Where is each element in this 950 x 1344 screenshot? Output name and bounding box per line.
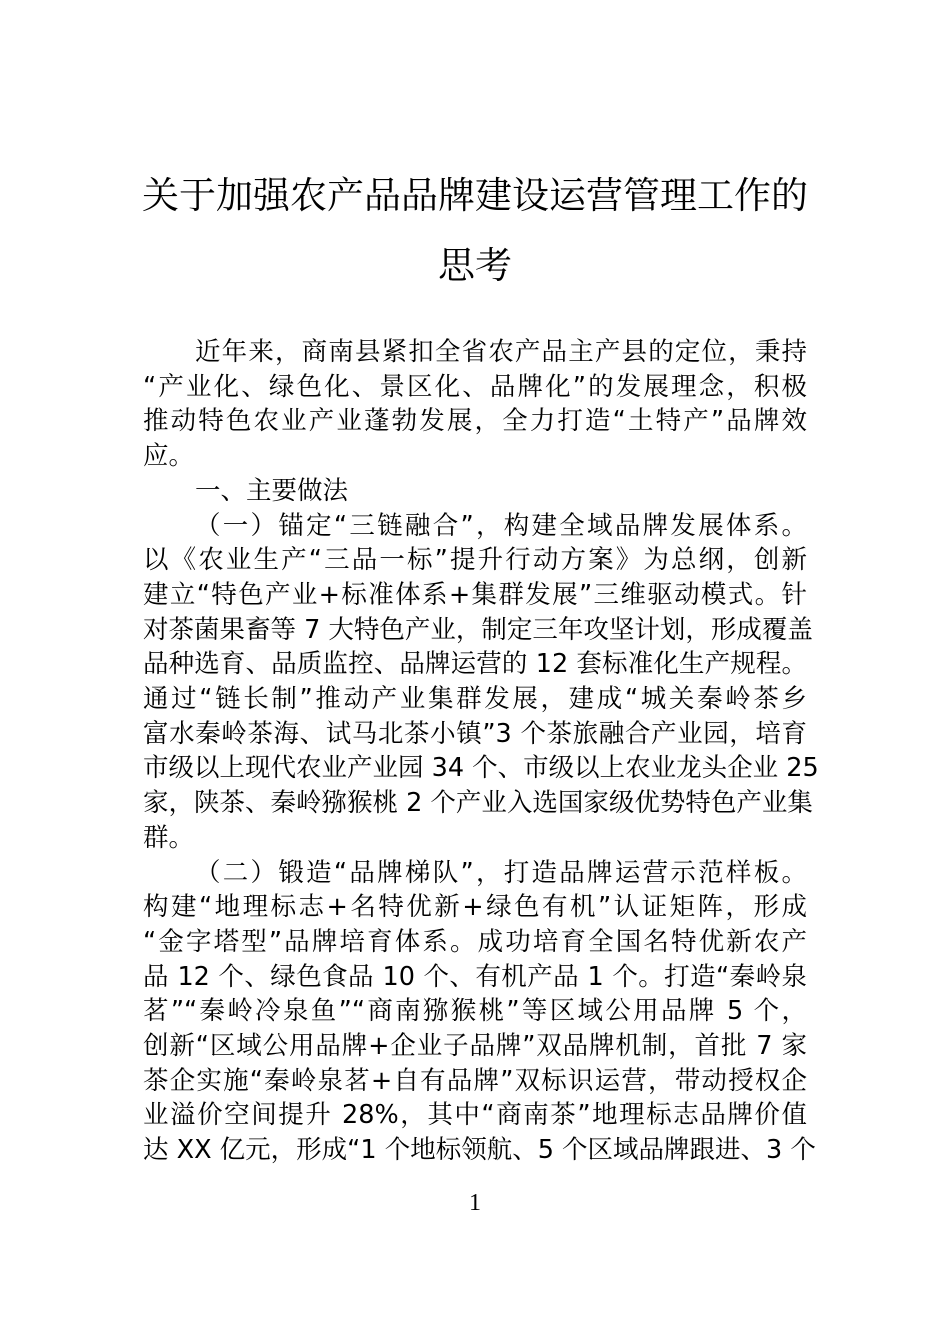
paragraph-line: 达 XX 亿元，形成“1 个地标领航、5 个区域品牌跟进、3 个: [143, 1135, 816, 1166]
paragraph-line: （一）锚定“三链融合”，构建全域品牌发展体系。: [195, 510, 807, 541]
paragraph-line: “产业化、绿色化、景区化、品牌化”的发展理念，积极: [143, 371, 807, 402]
paragraph-line: 市级以上现代农业产业园 34 个、市级以上农业龙头企业 25: [143, 753, 819, 784]
paragraph-line: 家，陕茶、秦岭猕猴桃 2 个产业入选国家级优势特色产业集: [143, 788, 813, 819]
paragraph-line: 推动特色农业产业蓬勃发展，全力打造“土特产”品牌效: [143, 406, 807, 437]
paragraph-line: 创新“区域公用品牌+企业子品牌”双品牌机制，首批 7 家: [143, 1031, 807, 1061]
paragraph-line: 茶企实施“秦岭泉茗+自有品牌”双标识运营，带动授权企: [143, 1065, 807, 1096]
paragraph-line: （二）锻造“品牌梯队”，打造品牌运营示范样板。: [195, 857, 807, 888]
document-title-line-1: 关于加强农产品品牌建设运营管理工作的: [142, 174, 808, 217]
paragraph-line: 通过“链长制”推动产业集群发展，建成“城关秦岭茶乡: [143, 684, 807, 714]
paragraph-line: 构建“地理标志+名特优新+绿色有机”认证矩阵，形成: [143, 892, 807, 923]
paragraph-line: 群。: [143, 822, 195, 853]
paragraph-line: “金字塔型”品牌培育体系。成功培育全国名特优新农产: [143, 926, 807, 957]
paragraph-line: 富水秦岭茶海、试马北茶小镇”3 个茶旅融合产业园，培育: [143, 718, 807, 749]
paragraph-line: 近年来，商南县紧扣全省农产品主产县的定位，秉持: [195, 337, 807, 367]
paragraph-line: 品 12 个、绿色食品 10 个、有机产品 1 个。打造“秦岭泉: [143, 961, 807, 992]
paragraph-line: 业溢价空间提升 28%，其中“商南茶”地理标志品牌价值: [143, 1100, 807, 1131]
paragraph-line: 一、主要做法: [195, 475, 349, 506]
paragraph-line: 品种选育、品质监控、品牌运营的 12 套标准化生产规程。: [143, 649, 807, 680]
document-title-line-2: 思考: [438, 244, 512, 287]
paragraph-line: 以《农业生产“三品一标”提升行动方案》为总纲，创新: [143, 545, 807, 576]
paragraph-line: 建立“特色产业+标准体系+集群发展”三维驱动模式。针: [143, 579, 807, 610]
paragraph-line: 应。: [143, 441, 195, 472]
paragraph-line: 对茶菌果畜等 7 大特色产业，制定三年攻坚计划，形成覆盖: [143, 614, 813, 645]
paragraph-line: 茗”“秦岭冷泉鱼”“商南猕猴桃”等区域公用品牌 5 个，: [143, 996, 807, 1027]
page-number: 1: [469, 1190, 481, 1216]
